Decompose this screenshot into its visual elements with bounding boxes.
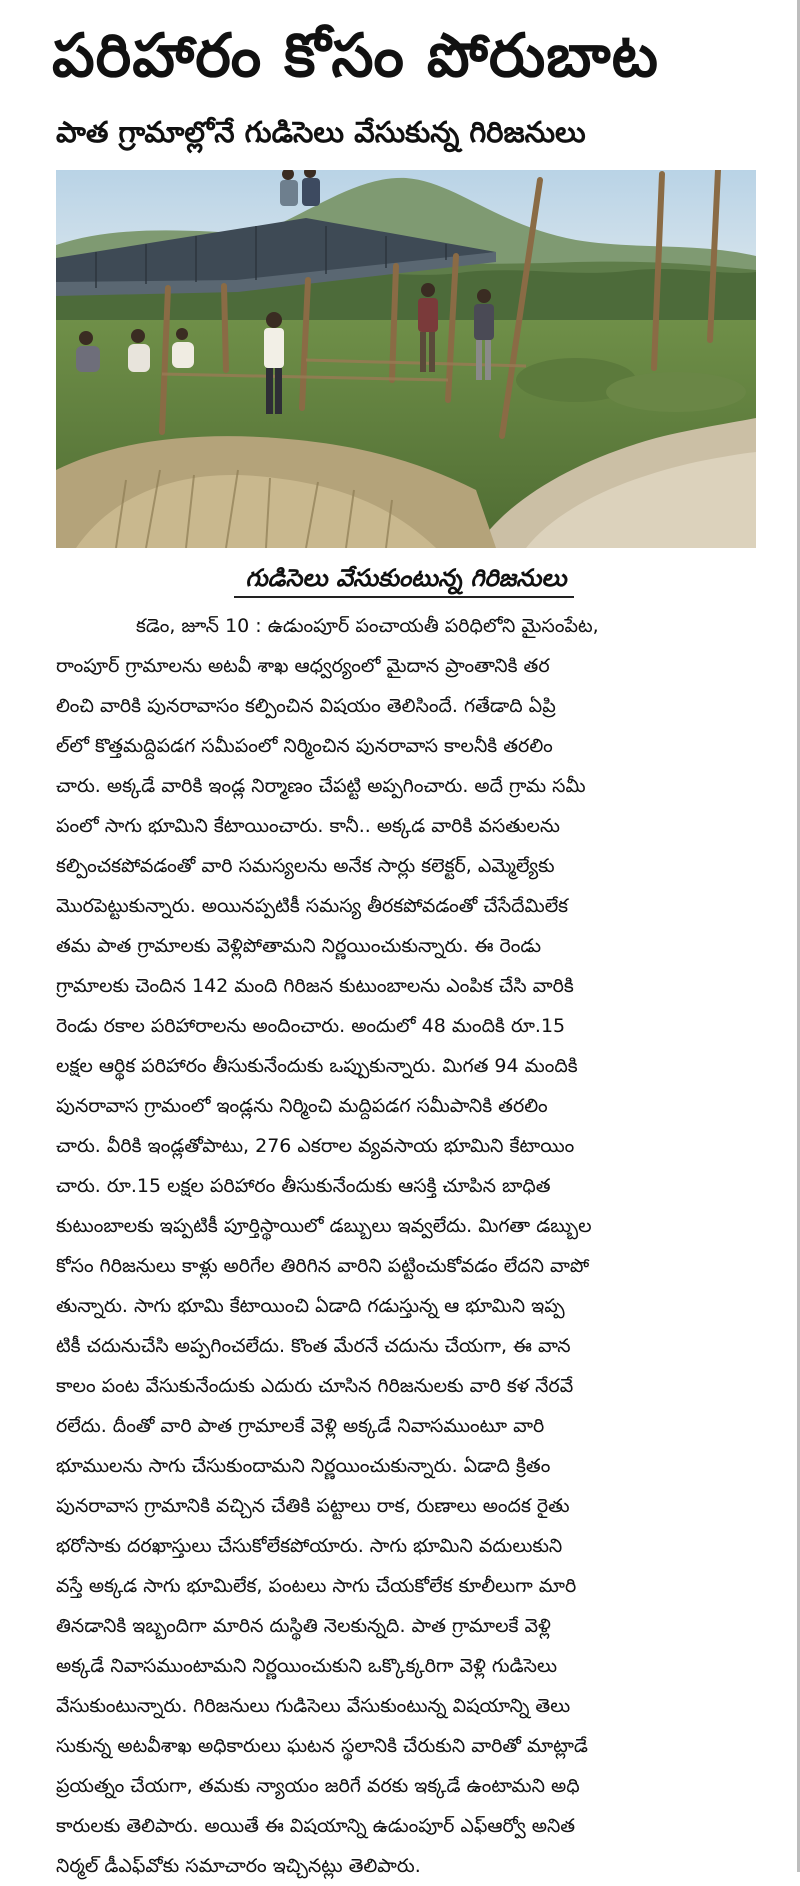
article-line: చారు. వీరికి ఇండ్లతోపాటు, 276 ఎకరాల వ్యవసాయ భూమిని కేటాయిం bbox=[56, 1135, 575, 1157]
article-line: తమ పాత గ్రామాలకు వెళ్లిపోతామని నిర్ణయించుకున్నారు. ఈ రెండు bbox=[56, 935, 542, 957]
caption-underline bbox=[234, 596, 574, 598]
photo-caption: గుడిసెలు వేసుకుంటున్న గిరిజనులు bbox=[245, 564, 567, 592]
article-line: తున్నారు. సాగు భూమి కేటాయించి ఏడాది గడుస్తున్న ఆ భూమిని ఇప్ప bbox=[56, 1295, 565, 1317]
article-line: ల్‌లో కొత్తమద్దిపడగ సమీపంలో నిర్మించిన పునరావాస కాలనీకి తరలిం bbox=[56, 735, 553, 757]
article-line: లించి వారికి పునరావాసం కల్పించిన విషయం తెలిసిందే. గతేడాది ఏప్రి bbox=[56, 695, 556, 717]
article-line: కారులకు తెలిపారు. అయితే ఈ విషయాన్ని ఉడుంపూర్ ఎఫ్‌ఆర్వో అనిత bbox=[56, 1815, 576, 1837]
article-line: కడెం, జూన్ 10 : ఉడుంపూర్ పంచాయతీ పరిధిలోని మైసంపేట, bbox=[136, 615, 599, 637]
article-line: కోసం గిరిజనులు కాళ్లు అరిగేల తిరిగిన వారిని పట్టించుకోవడం లేదని వాపో bbox=[56, 1255, 590, 1277]
news-photo bbox=[56, 170, 756, 548]
article-line: పునరావాస గ్రామానికి వచ్చిన చేతికి పట్టాలు రాక, రుణాలు అందక రైతు bbox=[56, 1495, 570, 1517]
article-line: నిర్మల్ డీఎఫ్‌వోకు సమాచారం ఇచ్చినట్లు తెలిపారు. bbox=[56, 1855, 421, 1877]
article-line: కుటుంబాలకు ఇప్పటికీ పూర్తిస్థాయిలో డబ్బులు ఇవ్వలేదు. మిగతా డబ్బుల bbox=[56, 1215, 592, 1237]
article-line: చారు. రూ.15 లక్షల పరిహారం తీసుకునేందుకు ఆసక్తి చూపిన బాధిత bbox=[56, 1175, 551, 1197]
article-line: రెండు రకాల పరిహారాలను అందించారు. అందులో 48 మందికి రూ.15 bbox=[56, 1015, 566, 1037]
article-line: భరోసాకు దరఖాస్తులు చేసుకోలేకపోయారు. సాగు భూమిని వదులుకుని bbox=[56, 1535, 563, 1557]
article-line: పునరావాస గ్రామంలో ఇండ్లను నిర్మించి మద్దిపడగ సమీపానికి తరలిం bbox=[56, 1095, 548, 1117]
article-line: కాలం పంట వేసుకునేందుకు ఎదురు చూసిన గిరిజనులకు వారి కళ నేరవే bbox=[56, 1375, 574, 1397]
article-body bbox=[56, 606, 758, 1886]
article-line: వస్తే అక్కడ సాగు భూమిలేక, పంటలు సాగు చేయకోలేక కూలీలుగా మారి bbox=[56, 1575, 577, 1597]
article-line: టికీ చదునుచేసి అప్పగించలేదు. కొంత మేరనే చదును చేయగా, ఈ వాన bbox=[56, 1335, 571, 1357]
article-line: మొరపెట్టుకున్నారు. అయినప్పటికీ సమస్య తీరకపోవడంతో చేసేదేమిలేక bbox=[56, 895, 569, 917]
subheadline: పాత గ్రామాల్లోనే గుడిసెలు వేసుకున్న గిరిజనులు bbox=[56, 115, 586, 149]
article-line: వేసుకుంటున్నారు. గిరిజనులు గుడిసెలు వేసుకుంటున్న విషయాన్ని తెలు bbox=[56, 1695, 571, 1717]
article-line: సుకున్న అటవీశాఖ అధికారులు ఘటన స్థలానికి చేరుకుని వారితో మాట్లాడే bbox=[56, 1735, 588, 1757]
article-line: చారు. అక్కడే వారికి ఇండ్ల నిర్మాణం చేపట్టి అప్పగించారు. అదే గ్రామ సమీ bbox=[56, 775, 586, 797]
article-line: అక్కడే నివాసముంటామని నిర్ణయించుకుని ఒక్కొక్కరిగా వెళ్లి గుడిసెలు bbox=[56, 1655, 558, 1677]
article-line: లక్షల ఆర్థిక పరిహారం తీసుకునేందుకు ఒప్పుకున్నారు. మిగత 94 మందికి bbox=[56, 1055, 578, 1077]
article-line: ప్రయత్నం చేయగా, తమకు న్యాయం జరిగే వరకు ఇక్కడే ఉంటామని అధి bbox=[56, 1775, 580, 1797]
article-line: గ్రామాలకు చెందిన 142 మంది గిరిజన కుటుంబాలను ఎంపిక చేసి వారికి bbox=[56, 975, 574, 997]
article-line: భూములను సాగు చేసుకుందామని నిర్ణయించుకున్నారు. ఏడాది క్రితం bbox=[56, 1455, 551, 1477]
article-line: రలేదు. దీంతో వారి పాత గ్రామాలకే వెళ్లి అక్కడే నివాసముంటూ వారి bbox=[56, 1415, 545, 1437]
article-line: రాంపూర్ గ్రామాలను అటవీ శాఖ ఆధ్వర్యంలో మైదాన ప్రాంతానికి తర bbox=[56, 655, 550, 677]
article-line: తినడానికి ఇబ్బందిగా మారిన దుస్థితి నెలకున్నది. పాత గ్రామాలకే వెళ్లి bbox=[56, 1615, 551, 1637]
headline: పరిహారం కోసం పోరుబాట bbox=[52, 21, 659, 91]
article-line: పంలో సాగు భూమిని కేటాయించారు. కానీ.. అక్కడ వారికి వసతులను bbox=[56, 815, 560, 837]
article-line: కల్పించకపోవడంతో వారి సమస్యలను అనేక సార్లు కలెక్టర్, ఎమ్మెల్యేకు bbox=[56, 855, 555, 877]
